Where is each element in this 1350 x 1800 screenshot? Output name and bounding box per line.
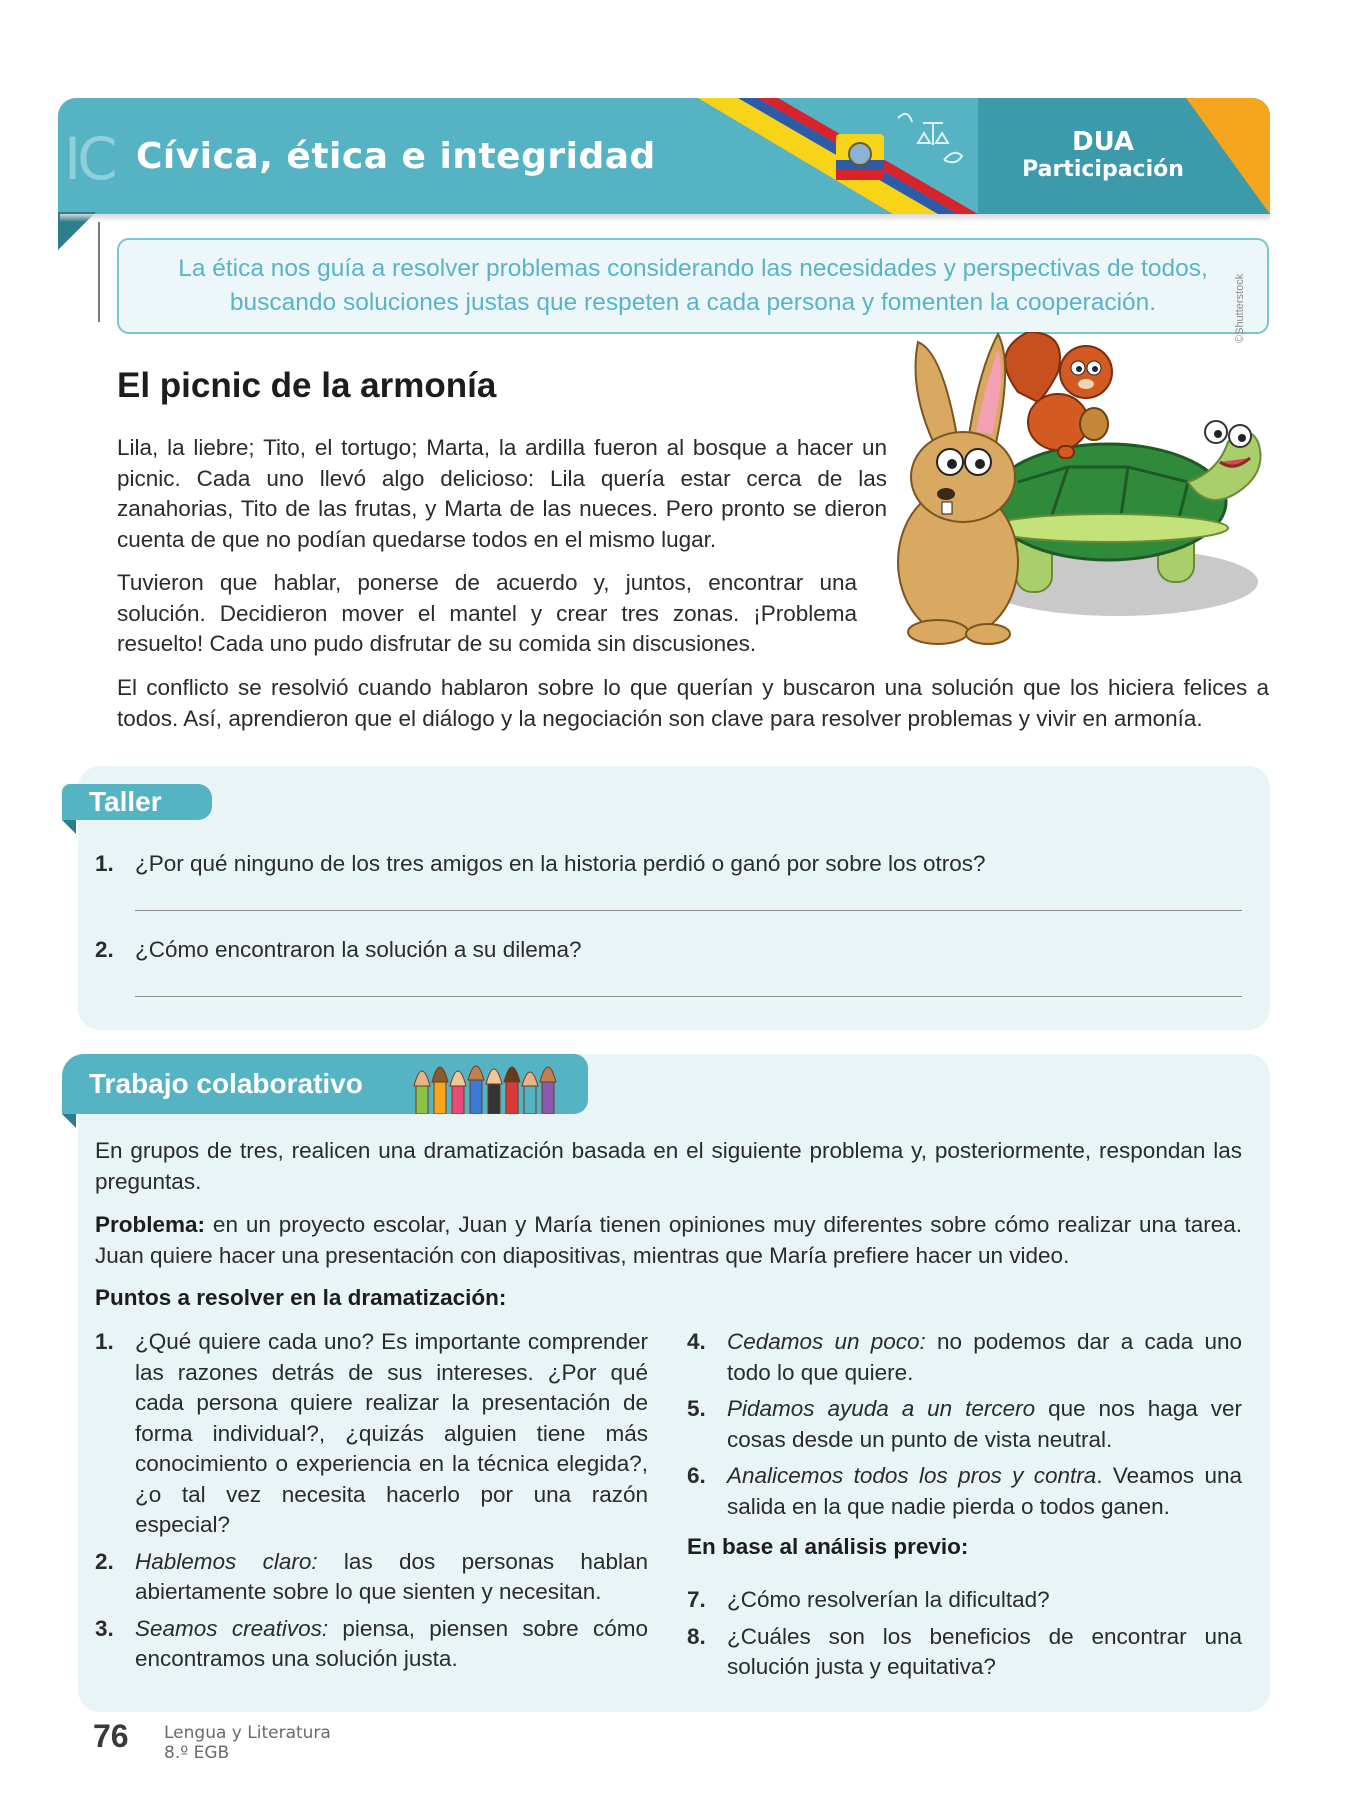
item-emphasis: Cedamos un poco: xyxy=(727,1329,926,1354)
item-text: ¿Qué quiere cada uno? Es importante comprender las razones detrás de sus intereses. ¿Por qué cada persona quiere realizar la presentación de forma individual?, ¿quizás alguien tiene más conocimiento o experiencia en la técnica elegida?, ¿o tal vez necesita hacerlo por una razón especial? xyxy=(135,1329,648,1537)
item-number: 6. xyxy=(687,1463,706,1488)
intro-box xyxy=(117,238,1269,334)
item-emphasis: Hablemos claro: xyxy=(135,1548,318,1574)
problem-label: Problema: xyxy=(95,1212,206,1237)
story-paragraph-3: El conflicto se resolvió cuando hablaron sobre lo que querían y buscaron una solución que los hiciera felices a todos. Así, aprendieron que el diálogo y la negociación son clave para resolver problemas y vivir en armonía. xyxy=(117,675,1269,731)
dua-badge xyxy=(1008,128,1198,183)
dua-label: DUA xyxy=(1071,127,1135,157)
question-text: ¿Cómo encontraron la solución a su dilema? xyxy=(135,937,582,962)
item-emphasis: Pidamos ayuda a un tercero xyxy=(727,1396,1036,1421)
list-item xyxy=(687,1622,1242,1683)
collab-tab-fold xyxy=(62,1114,76,1128)
item-emphasis: Analicemos todos los pros y contra xyxy=(727,1463,1097,1488)
list-item xyxy=(95,1327,648,1541)
story-title: El picnic de la armonía xyxy=(117,366,497,405)
item-text: . Veamos una salida en la que nadie pierda o todos ganen. xyxy=(727,1463,1242,1519)
page-number: 76 xyxy=(93,1718,129,1754)
item-number: 8. xyxy=(687,1623,706,1649)
item-text: piensa, piensen sobre cómo encontramos una solución justa. xyxy=(135,1615,648,1671)
section-banner xyxy=(58,98,1270,214)
question-number: 1. xyxy=(95,851,114,876)
item-text: ¿Cuáles son los beneficios de encontrar una solución justa y equitativa? xyxy=(727,1623,1242,1679)
taller-panel xyxy=(78,766,1270,1030)
story-paragraph-1: Lila, la liebre; Tito, el tortugo; Marta, la ardilla fueron al bosque a hacer un picnic. Cada uno llevó algo delicioso: Lila quería estar cerca de las zanahorias, Tito de las frutas, y Marta de las nueces. Pero pronto se dieron cuenta de que no podían quedarse todos en el mismo lugar. xyxy=(117,435,887,552)
final-questions-list xyxy=(687,1585,1242,1689)
grade-level: 8.º EGB xyxy=(164,1743,230,1763)
footer-subject xyxy=(164,1723,331,1763)
item-emphasis: Seamos creativos: xyxy=(135,1615,329,1641)
item-text: no podemos dar a cada uno todo lo que quiere. xyxy=(727,1329,1242,1385)
taller-question-1 xyxy=(95,849,986,879)
list-item xyxy=(687,1585,1242,1616)
list-item xyxy=(687,1327,1242,1388)
points-list-right xyxy=(687,1327,1242,1528)
intro-rule xyxy=(98,222,100,322)
item-text: ¿Cómo resolverían la dificultad? xyxy=(727,1587,1050,1612)
answer-line-2[interactable] xyxy=(135,996,1242,997)
item-number: 5. xyxy=(687,1396,706,1421)
points-list-left xyxy=(95,1327,648,1681)
list-item xyxy=(95,1547,648,1608)
item-number: 1. xyxy=(95,1329,114,1354)
image-credit: ©Shutterstock xyxy=(1234,273,1246,343)
ecuador-flag-ribbon-icon xyxy=(638,98,978,214)
ic-logo: IC xyxy=(64,125,114,193)
taller-tab: Taller xyxy=(62,784,212,820)
item-number: 7. xyxy=(687,1587,706,1612)
banner-shadow xyxy=(60,214,1270,222)
analysis-heading: En base al análisis previo: xyxy=(687,1534,969,1559)
banner-title: Cívica, ética e integridad xyxy=(136,136,656,177)
taller-question-2 xyxy=(95,935,582,965)
collab-problem xyxy=(95,1210,1242,1271)
story-paragraph-2: Tuvieron que hablar, ponerse de acuerdo y, juntos, encontrar una solución. Decidieron mover el mantel y crear tres zonas. ¡Problema resuelto! Cada uno pudo disfrutar de su comida sin discusiones. xyxy=(117,570,857,656)
raised-hands-icon xyxy=(410,1052,560,1114)
collab-intro: En grupos de tres, realicen una dramatización basada en el siguiente problema y, posteriormente, respondan las preguntas. xyxy=(95,1138,1242,1194)
question-number: 2. xyxy=(95,937,114,962)
item-number: 3. xyxy=(95,1615,114,1641)
question-text: ¿Por qué ninguno de los tres amigos en la historia perdió o ganó por sobre los otros? xyxy=(135,851,986,876)
banner-orange-corner xyxy=(1186,98,1270,214)
points-heading: Puntos a resolver en la dramatización: xyxy=(95,1285,507,1310)
problem-text: en un proyecto escolar, Juan y María tienen opiniones muy diferentes sobre cómo realizar una tarea. Juan quiere hacer una presentación con diapositivas, mientras que María prefiere hacer un video. xyxy=(95,1212,1242,1268)
item-number: 2. xyxy=(95,1548,114,1574)
list-item xyxy=(687,1461,1242,1522)
rabbit-squirrel-turtle-illustration xyxy=(868,332,1268,648)
answer-line-1[interactable] xyxy=(135,910,1242,911)
item-number: 4. xyxy=(687,1329,706,1354)
item-text: las dos personas hablan abiertamente sobre lo que sienten y necesitan. xyxy=(135,1548,648,1604)
list-item xyxy=(687,1394,1242,1455)
collab-tab: Trabajo colaborativo xyxy=(62,1054,588,1114)
intro-text: La ética nos guía a resolver problemas considerando las necesidades y perspectivas de todos, buscando soluciones justas que respeten a cada persona y fomenten la cooperación. xyxy=(178,255,1208,316)
list-item xyxy=(95,1614,648,1675)
dua-sub: Participación xyxy=(1022,156,1184,182)
item-text: que nos haga ver cosas desde un punto de vista neutral. xyxy=(727,1396,1242,1452)
subject-name: Lengua y Literatura xyxy=(164,1723,331,1743)
taller-tab-fold xyxy=(62,820,76,834)
